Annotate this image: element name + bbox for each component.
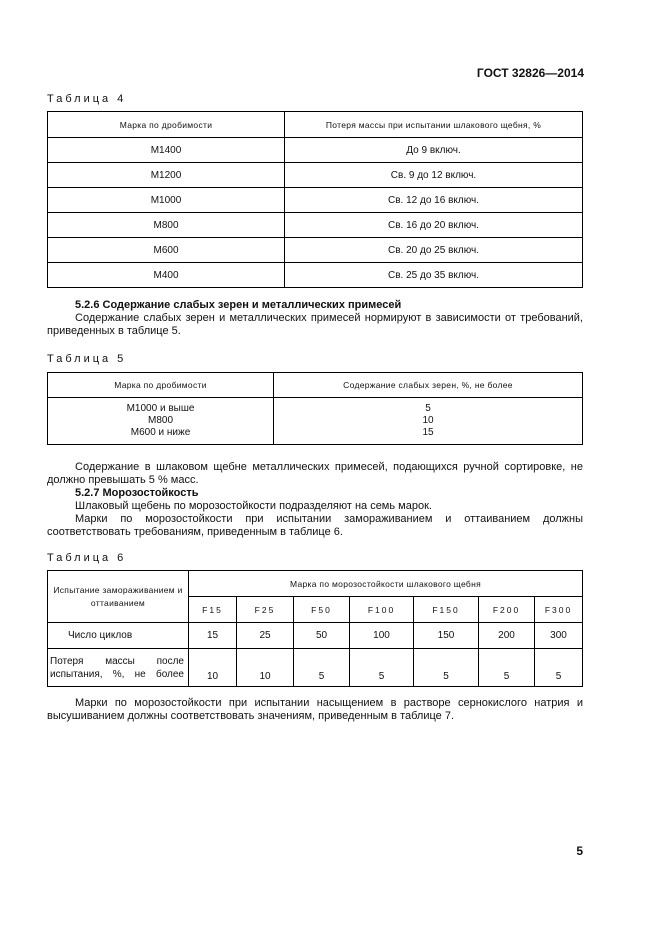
table6-grade-header: F100	[350, 597, 414, 623]
table5-values-cell	[274, 398, 583, 445]
table6-cell: 5	[294, 649, 350, 687]
paragraph: Шлаковый щебень по морозостойкости подразделяют на семь марок.	[75, 500, 432, 512]
paragraph: Содержание слабых зерен и металлических примесей нормируют в зависимости от требований, приведенных в таблице 5.	[47, 312, 583, 337]
table6	[47, 570, 583, 687]
section-heading: 5.2.6 Содержание слабых зерен и металлических примесей	[75, 299, 402, 311]
document-id: ГОСТ 32826—2014	[476, 66, 584, 80]
table4-cell: М1200	[48, 163, 285, 188]
table5-grades-cell	[48, 398, 274, 445]
table6-cell: 10	[189, 649, 237, 687]
table6-row-header: Испытание замораживанием и оттаиванием	[48, 571, 189, 623]
table4-caption: Таблица 4	[47, 93, 127, 105]
table6-cell: 300	[535, 623, 583, 649]
table4	[47, 111, 583, 288]
paragraph: Марки по морозостойкости при испытании насыщением в растворе сернокислого натрия и высушиванием должны соответствовать значениям, приведенным в таблице 7.	[47, 697, 583, 722]
table6-cell: 15	[189, 623, 237, 649]
table5-cell: М1000 и выше	[126, 403, 195, 414]
table6-cell: 25	[237, 623, 294, 649]
table4-col-header-2: Потеря массы при испытании шлакового щебня, %	[285, 112, 583, 138]
table5-cell: М600 и ниже	[130, 427, 191, 438]
table5-cell: М800	[147, 415, 173, 426]
table6-grade-header: F15	[189, 597, 237, 623]
table4-cell: М1400	[48, 138, 285, 163]
table5-col-header-2: Содержание слабых зерен, %, не более	[274, 373, 583, 398]
body-text	[47, 461, 583, 539]
table5-caption: Таблица 5	[47, 353, 127, 365]
table6-cell: 5	[479, 649, 535, 687]
table6-cell: 100	[350, 623, 414, 649]
table6-caption: Таблица 6	[47, 552, 127, 564]
table4-cell: М1000	[48, 188, 285, 213]
table4-cell: Св. 12 до 16 включ.	[285, 188, 583, 213]
table-row	[48, 263, 583, 288]
table-row	[48, 138, 583, 163]
table4-cell: М400	[48, 263, 285, 288]
table-row	[48, 188, 583, 213]
table5-cell: 15	[422, 427, 434, 438]
table-row	[48, 649, 583, 687]
table6-grade-header: F50	[294, 597, 350, 623]
table6-grade-header: F150	[414, 597, 479, 623]
table6-grade-header: F25	[237, 597, 294, 623]
paragraph: Содержание в шлаковом щебне металлических примесей, подающихся ручной сортировке, не должно превышать 5 % масс.	[47, 461, 583, 486]
section-5-2-6	[47, 299, 583, 338]
table6-grade-header: F300	[535, 597, 583, 623]
table-row	[48, 398, 583, 445]
table4-cell: М800	[48, 213, 285, 238]
table6-cell: 10	[237, 649, 294, 687]
table6-cell: 200	[479, 623, 535, 649]
page-number: 5	[576, 844, 583, 858]
table-row	[48, 213, 583, 238]
table4-col-header-1: Марка по дробимости	[48, 112, 285, 138]
table4-cell: Св. 25 до 35 включ.	[285, 263, 583, 288]
table6-grade-header: F200	[479, 597, 535, 623]
table6-cell: 5	[350, 649, 414, 687]
table6-cell: 50	[294, 623, 350, 649]
table4-cell: До 9 включ.	[285, 138, 583, 163]
table6-row-label: Потеря массы после испытания, %, не более	[48, 649, 189, 687]
table-row	[48, 623, 583, 649]
table5	[47, 372, 583, 445]
table4-cell: Св. 9 до 12 включ.	[285, 163, 583, 188]
table-row	[48, 238, 583, 263]
table6-cell: 5	[535, 649, 583, 687]
table6-cell: 150	[414, 623, 479, 649]
table4-cell: М600	[48, 238, 285, 263]
table6-group-header: Марка по морозостойкости шлакового щебня	[189, 571, 583, 597]
table5-col-header-1: Марка по дробимости	[48, 373, 274, 398]
section-heading: 5.2.7 Морозостойкость	[75, 487, 199, 499]
table6-cell: 5	[414, 649, 479, 687]
table-row	[48, 163, 583, 188]
table4-cell: Св. 20 до 25 включ.	[285, 238, 583, 263]
table5-cell: 5	[425, 403, 431, 414]
table4-cell: Св. 16 до 20 включ.	[285, 213, 583, 238]
table6-row-label: Число циклов	[48, 623, 189, 649]
table5-cell: 10	[422, 415, 434, 426]
paragraph: Марки по морозостойкости при испытании замораживанием и оттаиванием должны соответствовать требованиям, приведенным в таблице 6.	[47, 513, 583, 538]
